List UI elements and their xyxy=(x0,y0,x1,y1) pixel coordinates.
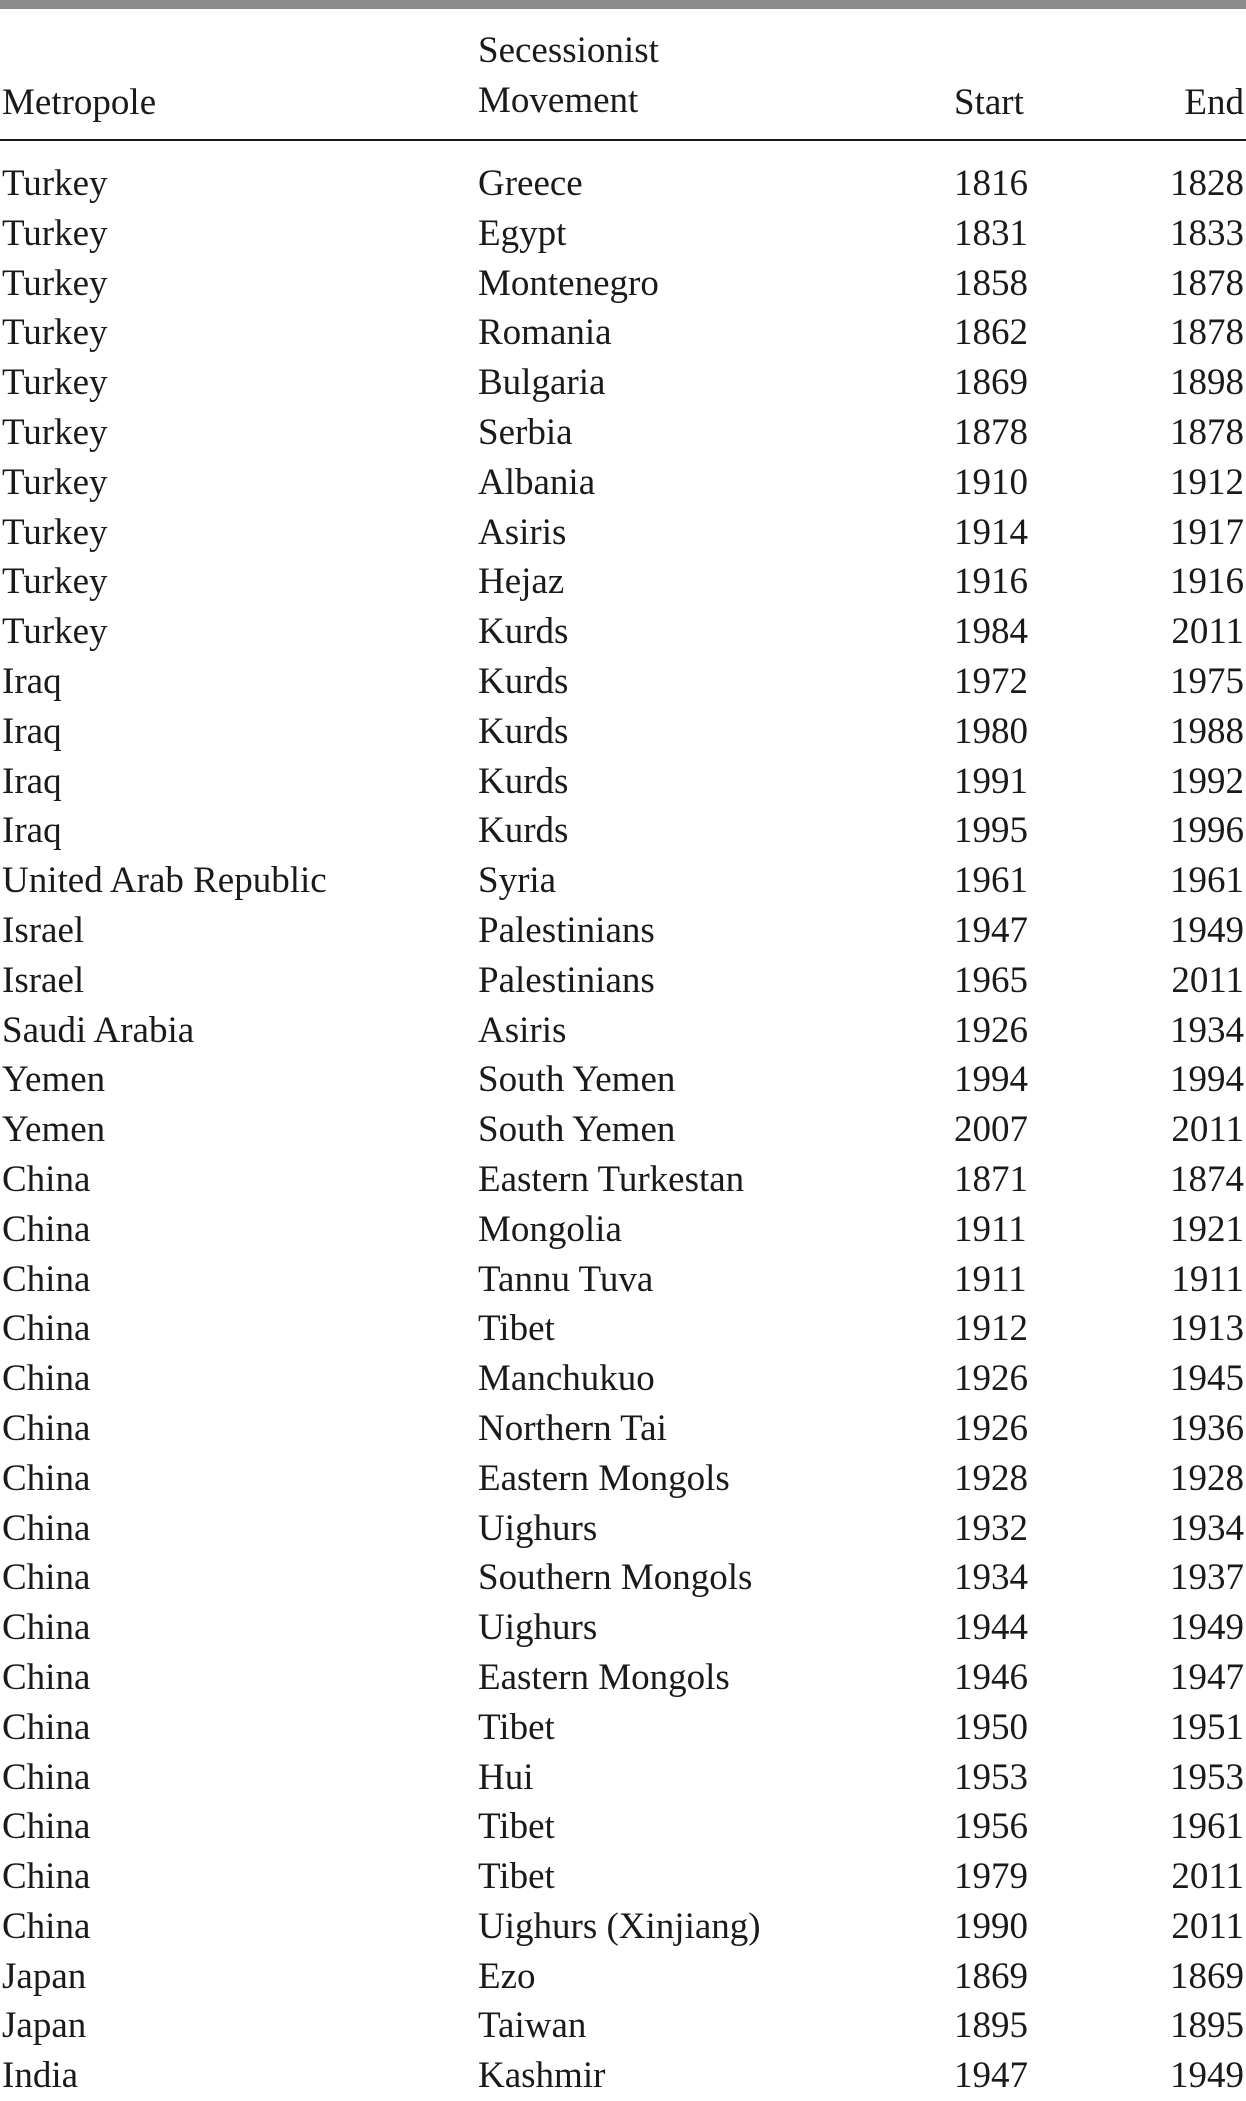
cell-metropole: Turkey xyxy=(2,411,108,453)
cell-movement: Asiris xyxy=(478,511,567,553)
table-row xyxy=(0,1504,1246,1554)
cell-movement: Northern Tai xyxy=(478,1407,667,1449)
cell-movement: Uighurs xyxy=(478,1607,598,1649)
cell-start: 1831 xyxy=(954,212,1028,254)
cell-end: 1937 xyxy=(1170,1557,1244,1599)
table-row xyxy=(0,1802,1246,1852)
cell-movement: Greece xyxy=(478,163,583,204)
cell-metropole: China xyxy=(2,1457,91,1499)
cell-start: 1878 xyxy=(954,411,1028,453)
cell-start: 1916 xyxy=(954,561,1028,603)
cell-start: 1956 xyxy=(954,1806,1028,1848)
cell-metropole: China xyxy=(2,1656,91,1698)
cell-end: 2011 xyxy=(1171,1109,1244,1151)
cell-metropole: Turkey xyxy=(2,611,108,653)
cell-metropole: India xyxy=(2,2055,79,2097)
cell-start: 1980 xyxy=(954,710,1028,752)
cell-start: 1984 xyxy=(954,611,1028,653)
cell-end: 1994 xyxy=(1170,1059,1244,1101)
cell-movement: Kurds xyxy=(478,660,569,702)
cell-movement: Taiwan xyxy=(478,2005,587,2047)
cell-metropole: Iraq xyxy=(2,710,62,752)
cell-end: 1961 xyxy=(1170,1806,1244,1848)
table-row xyxy=(0,856,1246,906)
cell-movement: Serbia xyxy=(478,411,573,453)
cell-start: 1944 xyxy=(954,1607,1028,1649)
cell-movement: Uighurs (Xinjiang) xyxy=(478,1905,761,1947)
cell-metropole: China xyxy=(2,1706,91,1748)
cell-start: 1912 xyxy=(954,1308,1028,1350)
cell-start: 1928 xyxy=(954,1457,1028,1499)
cell-start: 1995 xyxy=(954,810,1028,852)
header-end: End xyxy=(1184,82,1244,123)
cell-metropole: Turkey xyxy=(2,163,108,204)
cell-start: 1869 xyxy=(954,1955,1028,1997)
cell-metropole: Yemen xyxy=(2,1059,106,1101)
table-row xyxy=(0,906,1246,956)
cell-start: 1858 xyxy=(954,262,1028,304)
cell-metropole: China xyxy=(2,1507,91,1549)
cell-end: 1934 xyxy=(1170,1009,1244,1051)
cell-metropole: China xyxy=(2,1158,91,1200)
table-row xyxy=(0,1105,1246,1155)
cell-end: 1996 xyxy=(1170,810,1244,852)
cell-end: 2011 xyxy=(1171,1905,1244,1947)
table-row xyxy=(0,956,1246,1006)
table-row xyxy=(0,1753,1246,1803)
table-row xyxy=(0,607,1246,657)
table-row xyxy=(0,1354,1246,1404)
cell-end: 1913 xyxy=(1170,1308,1244,1350)
cell-metropole: China xyxy=(2,1806,91,1848)
cell-metropole: China xyxy=(2,1208,91,1250)
table-row xyxy=(0,308,1246,358)
cell-end: 1988 xyxy=(1170,710,1244,752)
table-row xyxy=(0,1553,1246,1603)
cell-metropole: Turkey xyxy=(2,362,108,404)
table-row xyxy=(0,1055,1246,1105)
cell-end: 1975 xyxy=(1170,660,1244,702)
cell-end: 1878 xyxy=(1170,262,1244,304)
cell-movement: Tibet xyxy=(478,1308,555,1350)
table-row xyxy=(0,1603,1246,1653)
cell-metropole: Turkey xyxy=(2,312,108,354)
table-row xyxy=(0,1902,1246,1952)
cell-start: 1910 xyxy=(954,461,1028,503)
cell-metropole: China xyxy=(2,1905,91,1947)
table-row xyxy=(0,557,1246,607)
cell-end: 1917 xyxy=(1170,511,1244,553)
cell-end: 2011 xyxy=(1171,959,1244,1001)
table-row xyxy=(0,209,1246,259)
cell-metropole: Saudi Arabia xyxy=(2,1009,195,1051)
cell-movement: Montenegro xyxy=(478,262,659,304)
cell-metropole: China xyxy=(2,1407,91,1449)
cell-movement: Kurds xyxy=(478,710,569,752)
table-row xyxy=(0,1852,1246,1902)
cell-movement: Albania xyxy=(478,461,596,503)
cell-start: 1953 xyxy=(954,1756,1028,1798)
cell-start: 1926 xyxy=(954,1009,1028,1051)
table-row xyxy=(0,1304,1246,1354)
table-row xyxy=(0,2001,1246,2051)
cell-start: 1991 xyxy=(954,760,1028,802)
cell-movement: Ezo xyxy=(478,1955,536,1997)
table-row xyxy=(0,2051,1246,2101)
cell-end: 1949 xyxy=(1170,1607,1244,1649)
cell-metropole: China xyxy=(2,1557,91,1599)
cell-end: 1961 xyxy=(1170,860,1244,902)
cell-start: 1934 xyxy=(954,1557,1028,1599)
cell-end: 1898 xyxy=(1170,362,1244,404)
cell-movement: Kashmir xyxy=(478,2055,606,2097)
cell-movement: Tibet xyxy=(478,1856,555,1898)
cell-end: 1874 xyxy=(1170,1158,1244,1200)
cell-metropole: Yemen xyxy=(2,1109,106,1151)
table-body xyxy=(0,159,1246,2101)
cell-metropole: Iraq xyxy=(2,810,62,852)
table-row xyxy=(0,1703,1246,1753)
table-row xyxy=(0,657,1246,707)
header-movement-line1: Secessionist xyxy=(478,30,659,71)
cell-movement: Uighurs xyxy=(478,1507,598,1549)
header-metropole: Metropole xyxy=(2,82,157,123)
cell-end: 1895 xyxy=(1170,2005,1244,2047)
cell-end: 1869 xyxy=(1170,1955,1244,1997)
cell-metropole: Japan xyxy=(2,1955,87,1997)
cell-metropole: China xyxy=(2,1308,91,1350)
cell-start: 1926 xyxy=(954,1407,1028,1449)
header-rule xyxy=(0,139,1246,141)
cell-movement: Palestinians xyxy=(478,909,655,951)
cell-movement: Hui xyxy=(478,1756,534,1798)
cell-end: 1928 xyxy=(1170,1457,1244,1499)
cell-start: 1947 xyxy=(954,2055,1028,2097)
top-rule xyxy=(0,0,1246,9)
cell-end: 1936 xyxy=(1170,1407,1244,1449)
cell-start: 1950 xyxy=(954,1706,1028,1748)
cell-start: 1994 xyxy=(954,1059,1028,1101)
table-row xyxy=(0,1255,1246,1305)
cell-end: 1878 xyxy=(1170,411,1244,453)
cell-movement: Manchukuo xyxy=(478,1358,655,1400)
cell-end: 1916 xyxy=(1170,561,1244,603)
header-start: Start xyxy=(954,82,1024,123)
cell-end: 1951 xyxy=(1170,1706,1244,1748)
table-row xyxy=(0,458,1246,508)
cell-movement: Tannu Tuva xyxy=(478,1258,654,1300)
cell-movement: Egypt xyxy=(478,212,567,254)
cell-metropole: United Arab Republic xyxy=(2,860,327,902)
table-row xyxy=(0,1404,1246,1454)
cell-end: 1911 xyxy=(1171,1258,1244,1300)
cell-metropole: Turkey xyxy=(2,511,108,553)
cell-movement: Bulgaria xyxy=(478,362,606,404)
cell-start: 1869 xyxy=(954,362,1028,404)
cell-start: 1972 xyxy=(954,660,1028,702)
cell-end: 1992 xyxy=(1170,760,1244,802)
table-row xyxy=(0,757,1246,807)
cell-metropole: Turkey xyxy=(2,262,108,304)
cell-start: 1946 xyxy=(954,1656,1028,1698)
table-row xyxy=(0,806,1246,856)
cell-metropole: China xyxy=(2,1258,91,1300)
cell-movement: Hejaz xyxy=(478,561,565,603)
cell-movement: Eastern Mongols xyxy=(478,1457,730,1499)
header-movement-line2: Movement xyxy=(478,80,639,121)
cell-metropole: China xyxy=(2,1756,91,1798)
table-row xyxy=(0,408,1246,458)
cell-metropole: China xyxy=(2,1856,91,1898)
cell-movement: Eastern Turkestan xyxy=(478,1158,745,1200)
cell-movement: Eastern Mongols xyxy=(478,1656,730,1698)
table-row xyxy=(0,1006,1246,1056)
cell-start: 1932 xyxy=(954,1507,1028,1549)
cell-end: 1921 xyxy=(1170,1208,1244,1250)
cell-metropole: Israel xyxy=(2,959,85,1001)
cell-movement: Kurds xyxy=(478,810,569,852)
cell-end: 1953 xyxy=(1170,1756,1244,1798)
cell-movement: Palestinians xyxy=(478,959,655,1001)
cell-start: 2007 xyxy=(954,1109,1028,1151)
cell-start: 1895 xyxy=(954,2005,1028,2047)
table-row xyxy=(0,259,1246,309)
cell-start: 1816 xyxy=(954,163,1028,204)
cell-end: 1912 xyxy=(1170,461,1244,503)
cell-metropole: Turkey xyxy=(2,212,108,254)
cell-metropole: China xyxy=(2,1607,91,1649)
cell-start: 1979 xyxy=(954,1856,1028,1898)
table-row xyxy=(0,1454,1246,1504)
cell-start: 1862 xyxy=(954,312,1028,354)
cell-end: 1828 xyxy=(1170,163,1244,204)
cell-movement: South Yemen xyxy=(478,1109,676,1151)
header-secessionist-movement xyxy=(478,26,659,126)
cell-end: 2011 xyxy=(1171,1856,1244,1898)
cell-end: 2011 xyxy=(1171,611,1244,653)
cell-metropole: China xyxy=(2,1358,91,1400)
table-header xyxy=(0,26,1246,140)
cell-movement: Tibet xyxy=(478,1806,555,1848)
cell-metropole: Japan xyxy=(2,2005,87,2047)
cell-start: 1926 xyxy=(954,1358,1028,1400)
cell-movement: Romania xyxy=(478,312,612,354)
cell-end: 1878 xyxy=(1170,312,1244,354)
cell-movement: Syria xyxy=(478,860,557,902)
cell-movement: Kurds xyxy=(478,611,569,653)
cell-start: 1914 xyxy=(954,511,1028,553)
table-row xyxy=(0,1653,1246,1703)
cell-end: 1833 xyxy=(1170,212,1244,254)
cell-metropole: Iraq xyxy=(2,760,62,802)
cell-metropole: Turkey xyxy=(2,461,108,503)
table-row xyxy=(0,1952,1246,2002)
table-row xyxy=(0,159,1246,209)
cell-movement: South Yemen xyxy=(478,1059,676,1101)
cell-movement: Asiris xyxy=(478,1009,567,1051)
cell-start: 1947 xyxy=(954,909,1028,951)
cell-metropole: Israel xyxy=(2,909,85,951)
cell-movement: Southern Mongols xyxy=(478,1557,753,1599)
cell-start: 1965 xyxy=(954,959,1028,1001)
cell-end: 1949 xyxy=(1170,909,1244,951)
cell-end: 1947 xyxy=(1170,1656,1244,1698)
table-row xyxy=(0,1205,1246,1255)
cell-movement: Tibet xyxy=(478,1706,555,1748)
table-row xyxy=(0,508,1246,558)
cell-start: 1961 xyxy=(954,860,1028,902)
cell-end: 1945 xyxy=(1170,1358,1244,1400)
cell-start: 1911 xyxy=(954,1258,1027,1300)
cell-start: 1871 xyxy=(954,1158,1028,1200)
table-row xyxy=(0,358,1246,408)
cell-metropole: Iraq xyxy=(2,660,62,702)
cell-end: 1934 xyxy=(1170,1507,1244,1549)
cell-movement: Kurds xyxy=(478,760,569,802)
cell-end: 1949 xyxy=(1170,2055,1244,2097)
cell-start: 1911 xyxy=(954,1208,1027,1250)
table-row xyxy=(0,1155,1246,1205)
cell-movement: Mongolia xyxy=(478,1208,622,1250)
cell-metropole: Turkey xyxy=(2,561,108,603)
cell-start: 1990 xyxy=(954,1905,1028,1947)
table-row xyxy=(0,707,1246,757)
